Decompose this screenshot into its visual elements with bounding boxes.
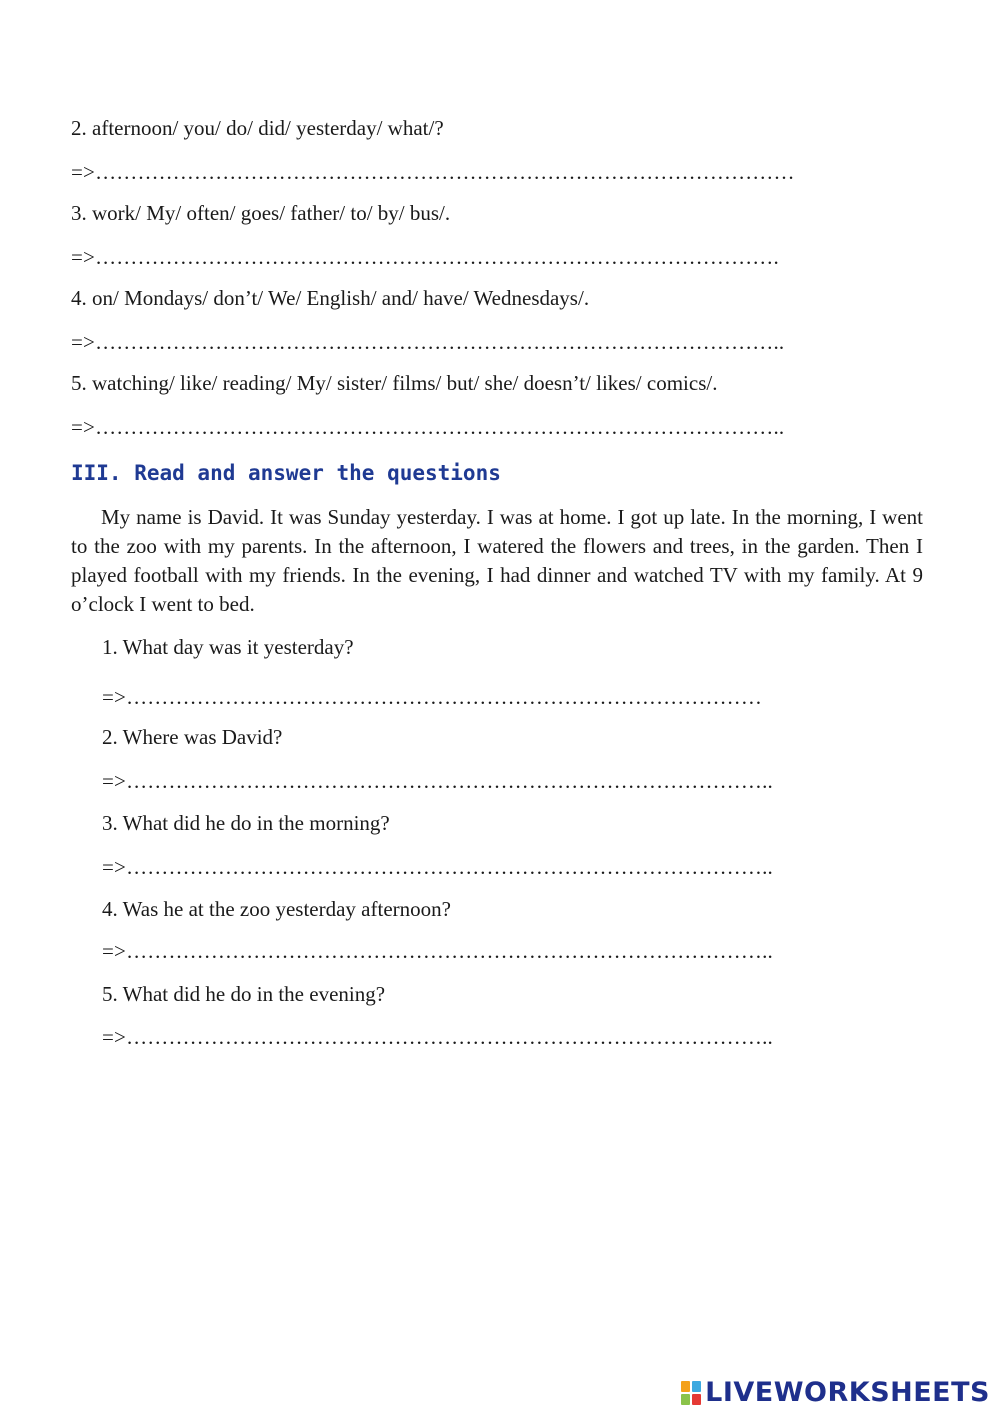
answer-line-1[interactable]: =>……………………………………………………………………………… — [102, 685, 763, 709]
reorder-prompt-3: 3. work/ My/ often/ goes/ father/ to/ by/ bus/. — [71, 201, 451, 225]
question-4: 4. Was he at the zoo yesterday afternoon? — [102, 897, 451, 921]
liveworksheets-mark-icon — [681, 1381, 701, 1405]
reorder-answer-line-3[interactable]: =>……………………………………………………………………………………. — [71, 245, 779, 269]
section-heading: III. Read and answer the questions — [71, 461, 501, 485]
mark-square-3 — [681, 1394, 690, 1405]
question-1: 1. What day was it yesterday? — [102, 635, 354, 659]
answer-line-2[interactable]: =>……………………………………………………………………………….. — [102, 769, 773, 793]
reorder-answer-line-5[interactable]: =>…………………………………………………………………………………….. — [71, 415, 785, 439]
answer-line-5[interactable]: =>……………………………………………………………………………….. — [102, 1025, 773, 1049]
reorder-prompt-5: 5. watching/ like/ reading/ My/ sister/ films/ but/ she/ doesn’t/ likes/ comics/. — [71, 371, 718, 395]
question-3: 3. What did he do in the morning? — [102, 811, 390, 835]
mark-square-1 — [681, 1381, 690, 1392]
reorder-prompt-4: 4. on/ Mondays/ don’t/ We/ English/ and/ have/ Wednesdays/. — [71, 286, 590, 310]
question-2: 2. Where was David? — [102, 725, 283, 749]
liveworksheets-logo — [681, 1378, 990, 1408]
liveworksheets-wordmark: LIVEWORKSHEETS — [705, 1377, 990, 1408]
answer-line-3[interactable]: =>……………………………………………………………………………….. — [102, 855, 773, 879]
answer-line-4[interactable]: =>……………………………………………………………………………….. — [102, 939, 773, 963]
question-5: 5. What did he do in the evening? — [102, 982, 386, 1006]
reorder-prompt-2: 2. afternoon/ you/ do/ did/ yesterday/ what/? — [71, 116, 444, 140]
mark-square-2 — [692, 1381, 701, 1392]
reorder-answer-line-2[interactable]: =>……………………………………………………………………………………… — [71, 160, 795, 184]
reading-passage: My name is David. It was Sunday yesterday. I was at home. I got up late. In the morning, I went to the zoo with my parents. In the afternoon, I watered the flowers and trees, in the garden. Then I played football with my friends. In the evening, I had dinner and watched TV with my family. At 9 o’clock I went to bed. — [71, 505, 923, 616]
mark-square-4 — [692, 1394, 701, 1405]
reorder-answer-line-4[interactable]: =>…………………………………………………………………………………….. — [71, 330, 785, 354]
